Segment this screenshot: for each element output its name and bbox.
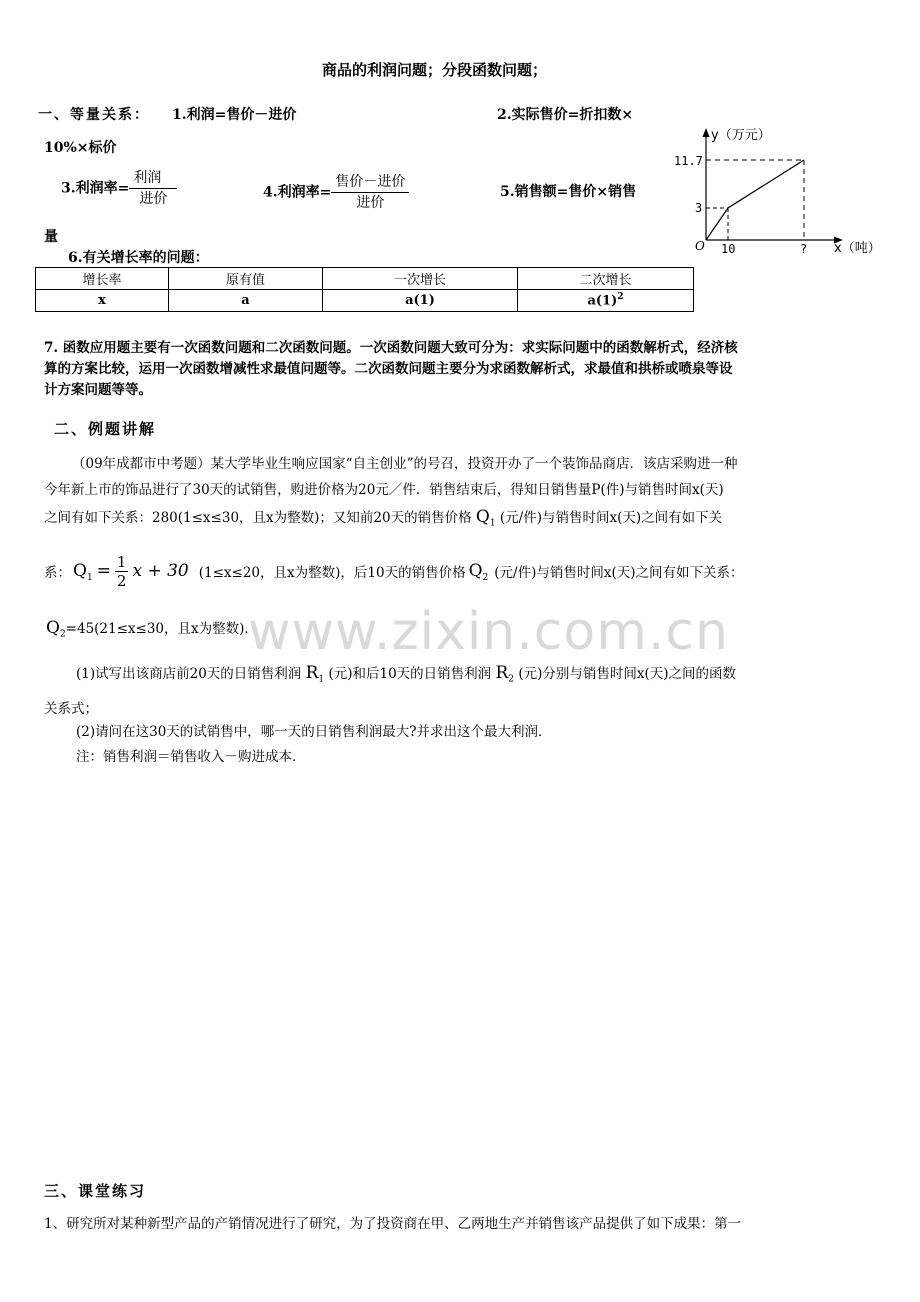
- y-tick-label: 3: [695, 201, 703, 215]
- section3-heading: 三、课堂练习: [44, 1182, 147, 1200]
- r2-symbol: R: [495, 663, 509, 683]
- question-1-cont: 关系式；: [44, 701, 98, 717]
- linear-expression: x + 30: [132, 561, 189, 581]
- table-header-cell: 一次增长: [323, 268, 518, 290]
- subscript: 2: [508, 674, 515, 685]
- line-text: 系：: [44, 565, 71, 581]
- example-line-1: （09年成都市中考题）某大学毕业生响应国家“自主创业”的号召，投资开办了一个装饰品商店．该店采购进一种: [72, 456, 738, 472]
- question-2: (2)请问在这30天的试销售中，哪一天的日销售利润最大?并求出这个最大利润．: [76, 724, 552, 740]
- growth-rate-table: [35, 267, 694, 312]
- fraction-denominator: 进价: [356, 195, 385, 211]
- section2-heading: 二、例题讲解: [54, 420, 157, 438]
- relation-item-1: 1.利润=售价－进价: [172, 107, 297, 123]
- paragraph-line: 算的方案比较，运用一次函数增减性求最值问题等。二次函数问题主要分为求函数解析式，求最值和拱桥或喷泉等设: [44, 361, 733, 377]
- line-text: (元)和后10天的日销售利润: [328, 666, 492, 682]
- practice-line-1: 1、研究所对某种新型产品的产销情况进行了研究，为了投资商在甲、乙两地生产并销售该产品提供了如下成果：第一: [44, 1216, 742, 1232]
- q1-symbol: Q: [73, 561, 87, 581]
- fraction-denominator: 2: [116, 571, 127, 590]
- table-header-cell: 原有值: [169, 268, 323, 290]
- page-title: 商品的利润问题；分段函数问题；: [322, 61, 548, 79]
- watermark: www.zixin.com.cn: [248, 602, 729, 662]
- section1-heading: 一、等量关系：: [38, 107, 150, 123]
- line-text: (1)试写出该商店前20天的日销售利润: [76, 666, 302, 682]
- example-line-5: [46, 617, 258, 640]
- q2-symbol: Q: [468, 561, 483, 581]
- function-application-paragraph: [44, 338, 738, 401]
- subscript: 2: [59, 629, 66, 640]
- line-text: =45(21≤x≤30，且x为整数)．: [65, 621, 258, 637]
- relation-item-3: [61, 168, 177, 209]
- half-fraction: [115, 553, 129, 590]
- y-tick-label: 11.7: [674, 154, 703, 168]
- example-line-3: [44, 506, 722, 529]
- paragraph-line: 计方案问题等等。: [44, 382, 152, 398]
- table-header-row: [36, 268, 694, 290]
- relation-item-4-prefix: 4.利润率=: [263, 184, 332, 201]
- profit-rate-fraction-2: [331, 172, 409, 213]
- line-text: (元)分别与销售时间x(天)之间的函数: [518, 666, 736, 682]
- table-cell: a: [169, 290, 323, 312]
- subscript: 1: [318, 674, 325, 685]
- table-cell: x: [36, 290, 169, 312]
- q2-symbol: Q: [46, 618, 60, 638]
- equals-sign: =: [96, 561, 111, 581]
- cell-superscript: 2: [617, 292, 624, 303]
- function-line: [706, 160, 804, 240]
- fraction-denominator: 进价: [139, 191, 168, 207]
- y-axis-label: y（万元）: [711, 128, 771, 143]
- relation-item-6: 6.有关增长率的问题：: [68, 250, 209, 266]
- line-text: (元/件)与销售时间x(天)之间有如下关系：: [494, 565, 744, 581]
- profit-rate-fraction-1: [129, 168, 177, 209]
- origin-label: O: [695, 239, 705, 253]
- relation-item-3-prefix: 3.利润率=: [61, 180, 130, 197]
- r1-symbol: R: [305, 663, 319, 683]
- subscript: 1: [489, 518, 496, 529]
- relation-item-2-cont: 10%×标价: [44, 140, 117, 156]
- q1-symbol: Q: [475, 507, 490, 527]
- fraction-numerator: 售价－进价: [331, 172, 409, 193]
- line-text: (1≤x≤20，且x为整数)，后10天的销售价格: [198, 565, 466, 581]
- x-tick-label: 10: [721, 242, 736, 256]
- table-cell: [518, 290, 694, 312]
- y-axis-arrow: [703, 128, 710, 137]
- fraction-numerator: 1: [116, 552, 127, 571]
- example-line-2: 今年新上市的饰品进行了30天的试销售，购进价格为20元／件．销售结束后，得知日销售量P(件)与销售时间x(天): [44, 482, 724, 498]
- cell-value: a(1): [587, 293, 618, 309]
- relation-item-5: 5.销售额=售价×销售: [500, 184, 637, 200]
- piecewise-graph: [674, 120, 890, 260]
- question-1: [76, 662, 736, 685]
- table-header-cell: 二次增长: [518, 268, 694, 290]
- subscript: 2: [482, 573, 489, 583]
- line-text: 之间有如下关系：280(1≤x≤30，且x为整数)；又知前20天的销售价格: [44, 510, 472, 526]
- subscript: 1: [86, 573, 93, 583]
- relation-item-4: [263, 172, 409, 213]
- line-text: (元/件)与销售时间x(天)之间有如下关: [499, 510, 723, 526]
- fraction-numerator: 利润: [129, 168, 177, 189]
- paragraph-line: 7. 函数应用题主要有一次函数问题和二次函数问题。一次函数问题大致可分为：求实际问题中的函数解析式，经济核: [44, 340, 738, 356]
- example-line-4: [44, 549, 744, 593]
- relation-item-2: 2.实际售价=折扣数×: [497, 107, 634, 123]
- relation-item-5-cont: 量: [44, 229, 58, 245]
- x-tick-label: ?: [800, 242, 808, 256]
- note: 注：销售利润＝销售收入－购进成本．: [76, 749, 306, 765]
- x-axis-label: x（吨）: [834, 241, 881, 256]
- table-header-cell: 增长率: [36, 268, 169, 290]
- table-cell: a(1): [323, 290, 518, 312]
- table-row: [36, 290, 694, 312]
